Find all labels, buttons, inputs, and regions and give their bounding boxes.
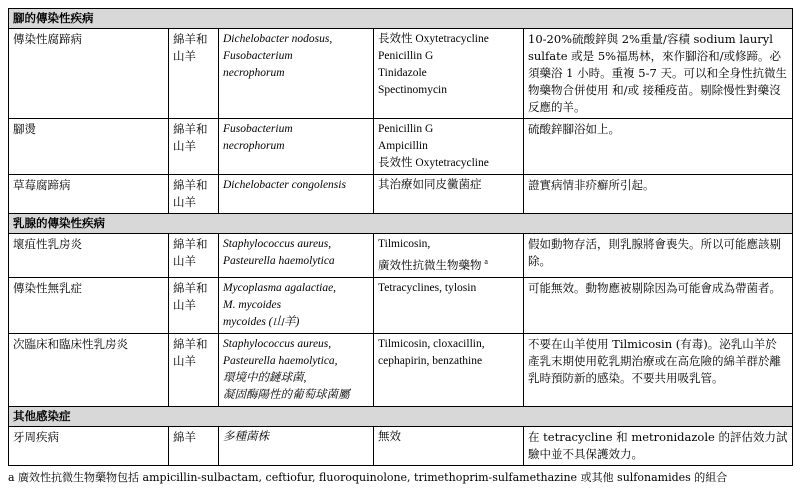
- notes: 不要在山羊使用 Tilmicosin (有毒)。泌乳山羊於產乳末期使用乾乳期治療或在高危險的綿羊群於離乳時預防新的感染。不要共用吸乳管。: [524, 333, 793, 406]
- cell-line: 凝固酶陽性的葡萄球菌屬: [223, 388, 350, 401]
- cell-line: cephapirin, benzathine: [378, 354, 483, 367]
- section-header-row: [9, 214, 793, 234]
- pathogens: [219, 426, 374, 465]
- table-row: [9, 277, 793, 333]
- cell-line: Penicillin G: [378, 50, 434, 62]
- section-header-row: [9, 9, 793, 29]
- notes: 10-20%硫酸鋅與 2%重量/容積 sodium lauryl sulfate 或是 5%福馬林，來作腳浴和/或修蹄。必須藥浴 1 小時。重複 5-7 天。可以和全身性抗微生物藥物合併使用 和/或 接種疫苗。剔除慢性對藥沒反應的羊。: [524, 29, 793, 119]
- cell-line: 環境中的鏈球菌,: [223, 371, 307, 384]
- species: 綿羊: [169, 426, 219, 465]
- treatment: [374, 119, 524, 175]
- disease-name: 草莓腐蹄病: [9, 175, 169, 214]
- disease-name: 次臨床和臨床性乳房炎: [9, 333, 169, 406]
- table-row: [9, 119, 793, 175]
- cell-line: Pasteurella haemolytica,: [223, 354, 338, 367]
- cell-line: Dichelobacter congolensis: [223, 179, 346, 191]
- cell-line: 無效: [378, 430, 401, 443]
- species: 綿羊和山羊: [169, 29, 219, 119]
- table-row: [9, 234, 793, 278]
- species: 綿羊和山羊: [169, 175, 219, 214]
- disease-name: 牙周疾病: [9, 426, 169, 465]
- treatment: [374, 333, 524, 406]
- cell-line: Tinidazole: [378, 67, 427, 79]
- cell-line: Fusobacterium: [223, 123, 293, 135]
- treatment-text: 廣效性抗微生物藥物: [378, 259, 482, 272]
- cell-line: necrophorum: [223, 140, 285, 152]
- pathogens: [219, 29, 374, 119]
- cell-line: mycoides (山羊): [223, 315, 300, 328]
- pathogens: [219, 277, 374, 333]
- footnote: a 廣效性抗微生物藥物包括 ampicillin-sulbactam, ceftiofur, fluoroquinolone, trimethoprim-sulfamethazine 或其他 sulfonamides 的組合: [8, 471, 728, 484]
- disease-table: [8, 8, 793, 466]
- notes: 硫酸鋅腳浴如上。: [524, 119, 793, 175]
- species: 綿羊和山羊: [169, 277, 219, 333]
- cell-line: M. mycoides: [223, 298, 282, 311]
- section-title: 乳腺的傳染性疾病: [9, 214, 793, 234]
- table-row: [9, 333, 793, 406]
- cell-line: Tetracyclines, tylosin: [378, 281, 477, 294]
- cell-line: Dichelobacter nodosus,: [223, 33, 333, 45]
- table-row: [9, 175, 793, 214]
- cell-line: 多種菌株: [223, 430, 269, 443]
- disease-name: 傳染性腐蹄病: [9, 29, 169, 119]
- pathogens: [219, 333, 374, 406]
- cell-line: Spectinomycin: [378, 84, 447, 96]
- disease-name: 壞疽性乳房炎: [9, 234, 169, 278]
- notes: 在 tetracycline 和 metronidazole 的評估效力試驗中並不具保護效力。: [524, 426, 793, 465]
- pathogens: [219, 175, 374, 214]
- cell-line: necrophorum: [223, 67, 285, 79]
- cell-line: Tilmicosin,: [378, 238, 431, 250]
- section-header-row: [9, 406, 793, 426]
- document-page: [8, 8, 792, 466]
- disease-name: 腳燙: [9, 119, 169, 175]
- treatment: [374, 277, 524, 333]
- species: 綿羊和山羊: [169, 119, 219, 175]
- cell-line: Staphylococcus aureus,: [223, 337, 332, 350]
- cell-line: Penicillin G: [378, 123, 434, 135]
- pathogens: [219, 119, 374, 175]
- cell-line: Fusobacterium: [223, 50, 293, 62]
- disease-name: 傳染性無乳症: [9, 277, 169, 333]
- cell-line: 長效性 Oxytetracycline: [378, 157, 489, 169]
- pathogens: [219, 234, 374, 278]
- notes: 假如動物存活，則乳腺將會喪失。所以可能應該剔除。: [524, 234, 793, 278]
- species: 綿羊和山羊: [169, 234, 219, 278]
- cell-line: 長效性 Oxytetracycline: [378, 33, 489, 45]
- treatment: [374, 426, 524, 465]
- footnote-marker: a: [484, 257, 488, 266]
- table-row: [9, 426, 793, 465]
- cell-line: 其治療如同皮黴菌症: [378, 179, 482, 191]
- treatment: [374, 234, 524, 278]
- cell-line: Pasteurella haemolytica: [223, 255, 335, 267]
- notes: 證實病情非疥癬所引起。: [524, 175, 793, 214]
- cell-line: Staphylococcus aureus,: [223, 238, 332, 250]
- section-title: 腳的傳染性疾病: [9, 9, 793, 29]
- cell-line: Mycoplasma agalactiae,: [223, 281, 337, 294]
- cell-line: Tilmicosin, cloxacillin,: [378, 337, 485, 350]
- cell-line: [378, 253, 519, 275]
- cell-line: Ampicillin: [378, 140, 428, 152]
- treatment: [374, 175, 524, 214]
- table-row: [9, 29, 793, 119]
- notes: 可能無效。動物應被剔除因為可能會成為帶菌者。: [524, 277, 793, 333]
- treatment: [374, 29, 524, 119]
- species: 綿羊和山羊: [169, 333, 219, 406]
- section-title: 其他感染症: [9, 406, 793, 426]
